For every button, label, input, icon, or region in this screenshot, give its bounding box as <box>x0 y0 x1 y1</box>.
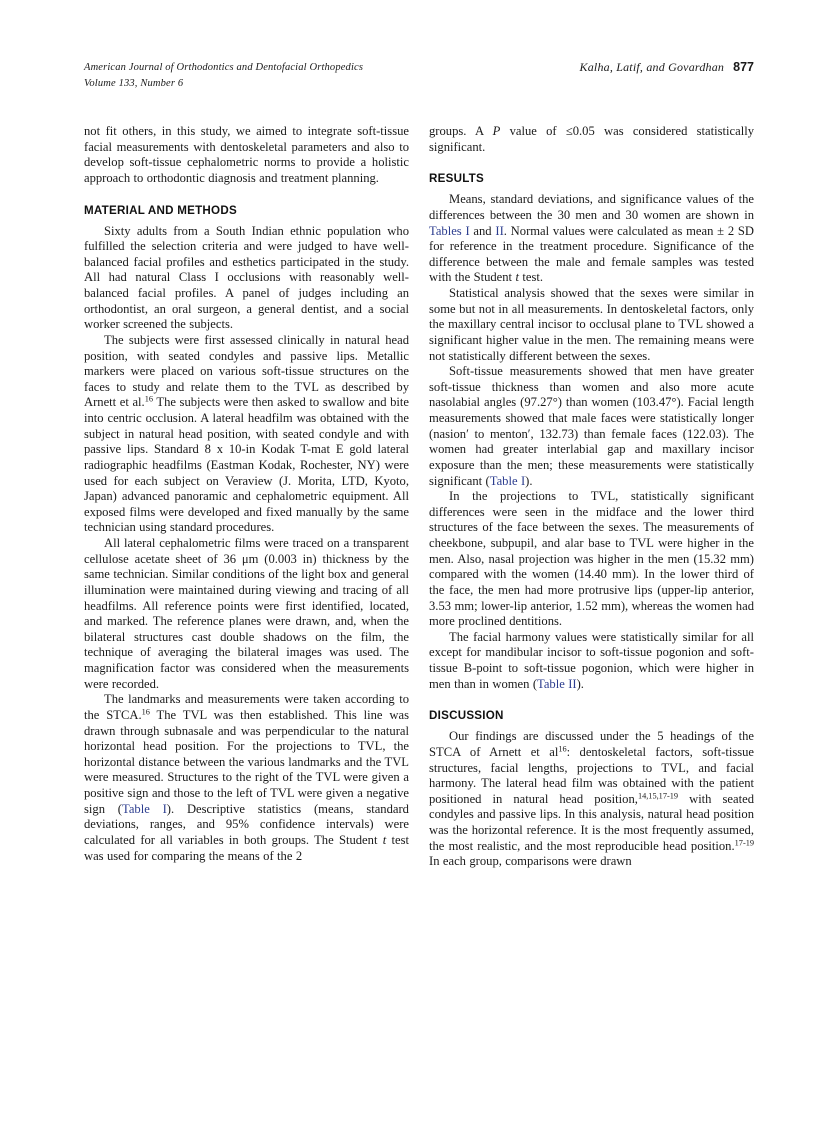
paragraph-text: : dentoskeletal factors, soft-tissue structures, facial lengths, projections to TVL, and facial harmony. The lateral head film was obtained with the patient positioned in natural head position, <box>429 744 755 806</box>
table-cross-reference-link[interactable]: II <box>495 223 504 238</box>
paragraph-text: The landmarks and measurements were taken according to the STCA. <box>84 692 409 722</box>
paragraph-text: Statistical analysis showed that the sexes were similar in some but not in all measurements. In dentoskeletal factors, only the maxillary central incisor to occlusal plane to TVL showed a significant higher value in the men. The remaining means were not statistically different between the sexes. <box>429 286 754 363</box>
paragraph-findings <box>429 729 754 870</box>
paragraph-text: Means, standard deviations, and significance values of the differences between the 30 men and 30 women are shown in <box>429 192 754 222</box>
paragraph-landmarks <box>84 692 409 864</box>
left-column <box>84 124 409 864</box>
paragraph-text: test. <box>518 270 544 285</box>
paragraph-text: . Normal values were calculated as mean ± 2 SD for reference in the treatment procedure. Significance of the difference between the male and female samples was tested with the Student <box>429 223 754 285</box>
paragraph-continued-methods <box>429 124 754 155</box>
italic-statistic-t: t <box>515 270 519 285</box>
running-head-authors-page <box>580 60 755 75</box>
citation-reference: 16 <box>144 395 153 405</box>
paragraph-text: Sixty adults from a South Indian ethnic population who fulfilled the selection criteria and were judged to have well-balanced facial profiles and esthetics participated in the study. All had natural Class I occlusions with reasonably well-balanced facial profiles. A panel of judges including an orthodontist, an oral surgeon, a general dentist, and a social worker screened the subjects. <box>84 223 409 332</box>
paragraph-tracing <box>84 536 409 692</box>
table-cross-reference-link[interactable]: Table I <box>122 801 167 816</box>
heading-results: RESULTS <box>429 172 484 186</box>
journal-title: American Journal of Orthodontics and Dentofacial Orthopedics <box>84 62 364 73</box>
citation-reference: 16 <box>141 707 150 717</box>
paragraph-text: Soft-tissue measurements showed that men have greater soft-tissue thickness than women and also more acute nasolabial angles (97.27°) than women (103.47°). Facial length measurements showed that male faces were statistically longer (nasion′ to menton′, 132.73) than female faces (122.03). The women had greater interlabial gap and maxillary incisor exposure than the men; these measurements were statistically significant ( <box>429 364 754 488</box>
paragraph-text: The TVL was then established. This line was drawn through subnasale and was perpendicular to the natural horizontal head position. For the projections to TVL, the horizontal distance between the various landmarks and the TVL were measured. Structures to the right of the TVL were given a positive sign and those to the left of TVL were given a negative sign ( <box>84 707 409 816</box>
citation-reference: 17-19 <box>734 838 754 848</box>
paragraph-text: The facial harmony values were statistically similar for all except for mandibular incisor to soft-tissue pogonion and soft-tissue B-point to soft-tissue pogonion, which were higher in men than in women ( <box>429 629 754 691</box>
citation-reference: 14,15,17-19 <box>637 791 679 801</box>
paragraph-continued-intro <box>84 124 409 187</box>
right-column <box>429 124 754 870</box>
volume-issue: Volume 133, Number 6 <box>84 77 184 89</box>
paragraph-text: Our findings are discussed under the 5 headings of the STCA of Arnett et al <box>429 729 754 759</box>
paragraph-text: with seated condyles and passive lips. In this analysis, natural head position was the horizontal reference. It is the most frequently assumed, the most realistic, and the most reproducible head position. <box>429 791 754 853</box>
spacer <box>429 692 754 709</box>
paragraph-text: The subjects were first assessed clinically in natural head position, with seated condyles and passive lips. Metallic markers were placed on various soft-tissue structures on the faces to study and relate them to the TVL as described by Arnett et al. <box>84 332 409 410</box>
page-number: 877 <box>733 60 754 74</box>
paragraph-text: The subjects were then asked to swallow and bite into centric occlusion. A lateral headfilm was obtained with the subject in natural head position, with seated condyle and with passive lips. Standard 8 x 10-in Kodak T-mat E gold lateral radiographic headfilms (Eastman Kodak, Rochester, NY) were used for each subject on Veraview (J. Morita, LTD, Kyoto, Japan) advanced panoramic and cephalometric equipment. All exposed films were developed and fixed manually by the same technician using standard procedures. <box>84 395 409 535</box>
author-list: Kalha, Latif, and Govardhan <box>579 60 725 74</box>
table-cross-reference-link[interactable]: Table II <box>537 676 577 691</box>
paragraph-soft-tissue <box>429 364 754 489</box>
italic-statistic-t: t <box>382 832 387 847</box>
heading-discussion: DISCUSSION <box>429 709 504 723</box>
paragraph-text: value of ≤0.05 was considered statistically significant. <box>429 124 754 154</box>
paragraph-text: All lateral cephalometric films were traced on a transparent cellulose acetate sheet of 36 μm (0.003 in) thickness by the same technician. Similar conditions of the light box and general illumination were maintained during viewing and tracing of all headfilms. All reference points were first identified, located, and marked. The reference planes were drawn, and, when the bilateral structures cast double shadows on the film, the technique of averaging the bilateral images was used. The magnification factor was considered when the measurements were recorded. <box>84 536 409 691</box>
paragraph-text: ). <box>525 473 533 488</box>
spacer <box>429 185 754 192</box>
paragraph-subjects <box>84 224 409 333</box>
paragraph-facial-harmony <box>429 630 754 693</box>
paragraph-means <box>429 192 754 286</box>
running-head-journal-info <box>84 60 363 91</box>
spacer <box>429 155 754 172</box>
paragraph-text: ). Descriptive statistics (means, standard deviations, ranges, and 95% confidence intervals) were calculated for all variables in both groups. The Student <box>84 801 409 847</box>
paragraph-text: In each group, comparisons were drawn <box>429 854 632 869</box>
table-cross-reference-link[interactable]: Tables I <box>429 223 470 238</box>
spacer <box>84 217 409 224</box>
paragraph-text: not fit others, in this study, we aimed to integrate soft-tissue facial measurements with dentoskeletal parameters and also to develop soft-tissue cephalometric norms to provide a holistic approach to orthodontic diagnosis and treatment planning. <box>84 124 409 185</box>
spacer <box>84 187 409 204</box>
citation-reference: 16 <box>558 744 567 754</box>
italic-statistic-p: P <box>492 124 501 138</box>
paragraph-projections <box>429 489 754 630</box>
paragraph-text: ). <box>576 676 584 691</box>
paragraph-text: In the projections to TVL, statistically significant differences were seen in the midface and the lower third structures of the face between the sexes. The measurements of cheekbone, subpupil, and alar base to TVL were higher in the men. Also, nasal projection was higher in the men (15.32 mm) compared with the women (14.40 mm). In the lower third of the face, the men had more protrusive lips (upper-lip anterior, 3.53 mm; lower-lip anterior, 1.52 mm), whereas the women had more proclined dentitions. <box>429 489 754 629</box>
heading-material-and-methods: MATERIAL AND METHODS <box>84 203 237 217</box>
paragraph-text: and <box>469 223 496 238</box>
running-head <box>84 60 754 94</box>
table-cross-reference-link[interactable]: Table I <box>489 473 526 488</box>
spacer <box>429 722 754 729</box>
paragraph-statistical-analysis <box>429 286 754 364</box>
paragraph-text: test was used for comparing the means of the 2 <box>84 832 410 863</box>
paragraph-text: groups. A <box>429 124 493 138</box>
paragraph-assessment <box>84 333 409 536</box>
two-column-body <box>84 124 754 1074</box>
